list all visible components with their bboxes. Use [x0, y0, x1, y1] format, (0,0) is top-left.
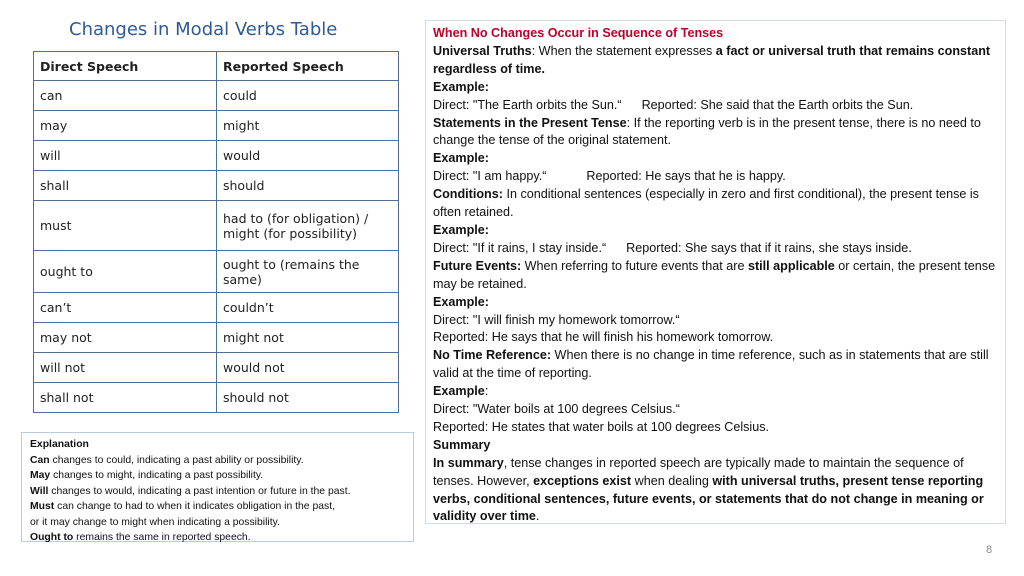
- summary-paragraph: In summary, tense changes in reported speech are typically made to maintain the sequence of tenses. However, exceptions exist when dealing with universal truths, present tense reporting verbs, conditional sentences, future events, or statements that do not change in meaning or validity over time.: [433, 455, 984, 524]
- example-label: Example:: [433, 151, 489, 166]
- direct-cell: may not: [34, 323, 217, 353]
- universal-truths-paragraph: Universal Truths: When the statement expresses a fact or universal truth that remains constant regardless of time.: [433, 43, 991, 76]
- present-tense-paragraph: Statements in the Present Tense: If the reporting verb is in the present tense, there is no need to change the tense of the original statement.: [433, 115, 981, 148]
- reported-cell: would not: [217, 353, 399, 383]
- example-label: Example:: [433, 222, 489, 237]
- page-title: Changes in Modal Verbs Table: [69, 19, 338, 40]
- table-row: [34, 171, 399, 201]
- table-row: [34, 323, 399, 353]
- direct-cell: can: [34, 81, 217, 111]
- table-row: [34, 141, 399, 171]
- reported-cell: might not: [217, 323, 399, 353]
- future-events-paragraph: Future Events: When referring to future events that are still applicable or certain, the present tense may be retained.: [433, 258, 996, 291]
- direct-cell: ought to: [34, 251, 217, 293]
- explanation-line: or it may change to might when indicating a possibility.: [30, 516, 280, 528]
- table-row: [34, 251, 399, 293]
- summary-heading: Summary: [433, 437, 491, 452]
- explanation-line: Must can change to had to when it indicates obligation in the past,: [30, 501, 335, 512]
- conditions-paragraph: Conditions: In conditional sentences (especially in zero and first conditional), the present tense is often retained.: [433, 187, 979, 220]
- direct-cell: will not: [34, 353, 217, 383]
- example-line: Direct: "The Earth orbits the Sun.“ Reported: She said that the Earth orbits the Sun.: [433, 97, 914, 112]
- explanation-line: Will changes to would, indicating a past intention or future in the past.: [30, 485, 351, 497]
- example-line: Direct: "I will finish my homework tomorrow.“: [433, 312, 680, 327]
- example-line: Direct: "Water boils at 100 degrees Celsius.“: [433, 402, 680, 417]
- reported-cell: might: [217, 111, 399, 141]
- direct-cell: shall not: [34, 383, 217, 413]
- example-label: Example:: [433, 294, 489, 309]
- column-header-reported: Reported Speech: [217, 52, 399, 81]
- direct-cell: can’t: [34, 293, 217, 323]
- table-header-row: [34, 52, 399, 81]
- table-row: [34, 111, 399, 141]
- example-line: Direct: "If it rains, I stay inside.“ Reported: She says that if it rains, she stays inside.: [433, 240, 912, 255]
- no-time-reference-paragraph: No Time Reference: When there is no change in time reference, such as in statements that are still valid at the time of reporting.: [433, 348, 989, 381]
- table-row: [34, 81, 399, 111]
- table-row: [34, 201, 399, 251]
- direct-cell: must: [34, 201, 217, 251]
- table-row: [34, 353, 399, 383]
- reported-cell: couldn’t: [217, 293, 399, 323]
- reported-cell: had to (for obligation) / might (for possibility): [217, 201, 399, 251]
- table-row: [34, 293, 399, 323]
- direct-cell: shall: [34, 171, 217, 201]
- no-change-rules-box: When No Changes Occur in Sequence of Tenses Universal Truths: When the statement expresses a fact or universal truth that remains constant regardless of time. Example: Direct: "The Earth orbits the Sun.“ Reported: She said that the Earth orbits the Sun. Statements in the Present Tense: If the reporting verb is in the present tense, there is no need to change the tense of the original statement. Example: Direct: "I am happy.“ Reported: He says that he is happy. Conditions: In conditional sentences (especially in zero and first conditional), the present tense is often retained. Example: Direct: "If it rains, I stay inside.“ Reported: She says that if it rains, she stays inside. Future Events: When referring to future events that are still applicable or certain, the present tense may be retained. Example: Direct: "I will finish my homework tomorrow.“ Reported: He says that he will finish his homework tomorrow. No Time Reference: When there is no change in time reference, such as in statements that are still valid at the time of reporting. Example: Direct: "Water boils at 100 degrees Celsius.“ Reported: He states that water boils at 100 degrees Celsius. Summary In summary, tense changes in reported speech are typically made to maintain the sequence of tenses. However, exceptions exist when dealing with universal truths, present tense reporting verbs, conditional sentences, future events, or statements that do not change in meaning or validity over time.: [425, 20, 1006, 524]
- reported-cell: would: [217, 141, 399, 171]
- reported-cell: ought to (remains the same): [217, 251, 399, 293]
- example-line: Direct: "I am happy.“ Reported: He says that he is happy.: [433, 169, 786, 184]
- column-header-direct: Direct Speech: [34, 52, 217, 81]
- table-row: [34, 383, 399, 413]
- explanation-line: Can changes to could, indicating a past ability or possibility.: [30, 454, 304, 466]
- explanation-line: May changes to might, indicating a past possibility.: [30, 470, 264, 481]
- explanation-box: [21, 432, 414, 542]
- example-label: Example: [433, 384, 485, 399]
- explanation-heading: Explanation: [30, 439, 89, 450]
- section-heading: When No Changes Occur in Sequence of Tenses: [433, 26, 724, 40]
- reported-cell: could: [217, 81, 399, 111]
- page-number: 8: [986, 544, 993, 556]
- reported-cell: should not: [217, 383, 399, 413]
- explanation-line: Ought to remains the same in reported speech.: [30, 532, 251, 543]
- direct-cell: will: [34, 141, 217, 171]
- example-label: Example:: [433, 79, 489, 94]
- example-line: Reported: He says that he will finish his homework tomorrow.: [433, 330, 774, 345]
- modal-verbs-table: [33, 51, 399, 413]
- example-line: Reported: He states that water boils at 100 degrees Celsius.: [433, 419, 770, 434]
- direct-cell: may: [34, 111, 217, 141]
- reported-cell: should: [217, 171, 399, 201]
